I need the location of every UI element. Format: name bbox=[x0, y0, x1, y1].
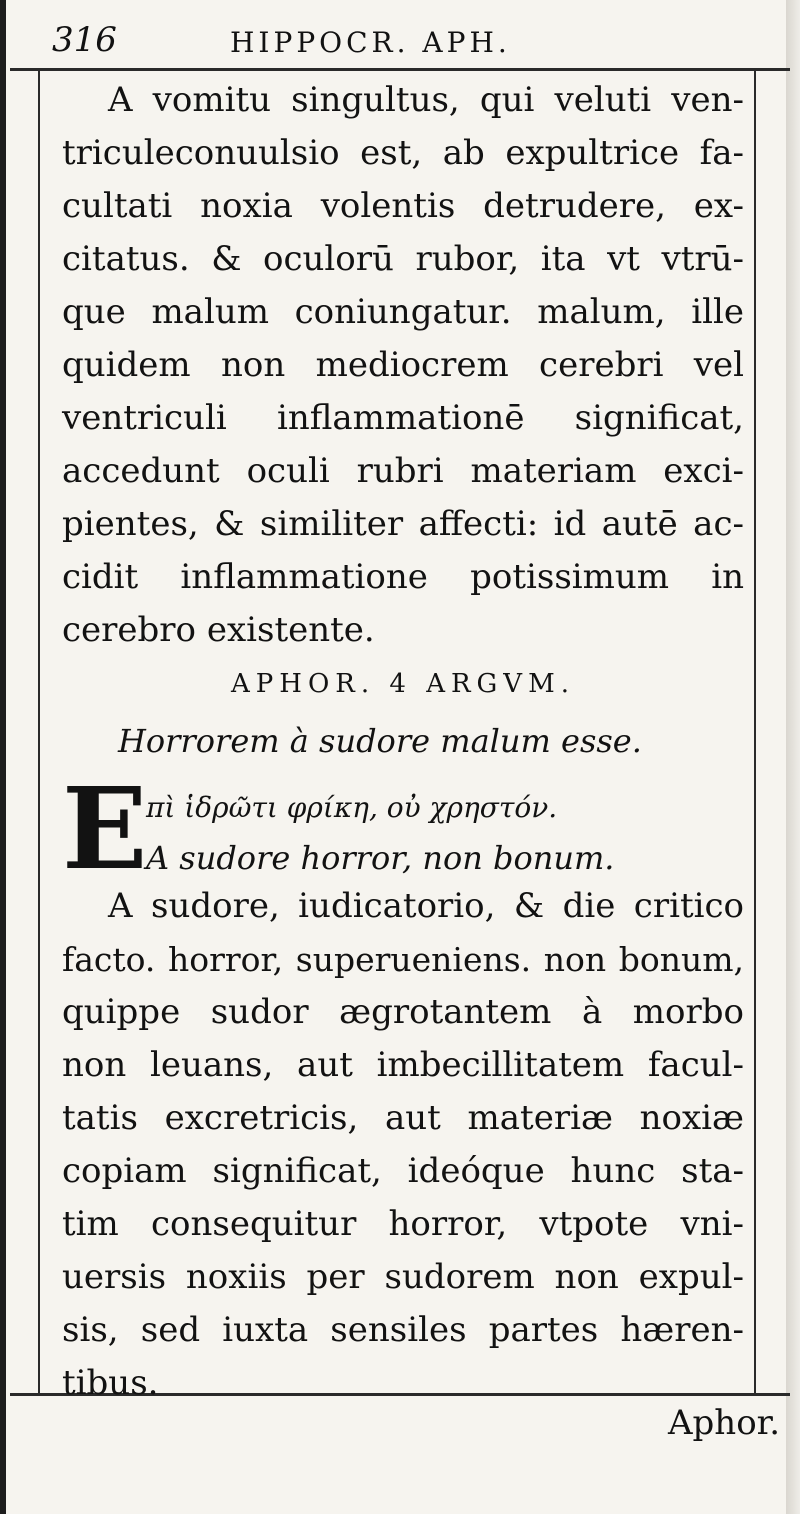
text-line: cidit inflammatione potissimum in bbox=[62, 557, 744, 597]
text-line: citatus. & oculorū rubor, ita vt vtrū- bbox=[62, 239, 744, 279]
text-line: uersis noxiis per sudorem non expul- bbox=[62, 1257, 744, 1297]
text-line: sis, sed iuxta sensiles partes hæren- bbox=[62, 1310, 744, 1350]
text-line: A vomitu singultus, qui veluti ven- bbox=[108, 80, 744, 120]
text-line: quidem non mediocrem cerebri vel bbox=[62, 345, 744, 385]
running-head: HIPPOCR. APH. bbox=[230, 26, 511, 59]
text-line: copiam significat, ideóque hunc sta- bbox=[62, 1151, 744, 1191]
text-line: pientes, & similiter affecti: id autē ac- bbox=[62, 504, 744, 544]
commentary-paragraph-1 bbox=[62, 74, 744, 657]
text-line: facto. horror, superueniens. non bonum, bbox=[62, 940, 744, 979]
greek-aphorism: πὶ ἱδρῶτι φρίκη, οὐ χρηστόν. bbox=[146, 791, 558, 824]
text-line: cultati noxia volentis detrudere, ex- bbox=[62, 186, 744, 226]
text-line: tim consequitur horror, vtpote vni- bbox=[62, 1204, 744, 1244]
text-line: que malum coniungatur. malum, ille bbox=[62, 292, 744, 332]
commentary-paragraph-2 bbox=[62, 880, 744, 1410]
text-line: cerebro existente. bbox=[62, 610, 375, 650]
text-line: tibus. bbox=[62, 1363, 159, 1403]
page-gutter-shadow bbox=[0, 0, 6, 1514]
page-edge bbox=[786, 0, 800, 1514]
drop-cap: E bbox=[62, 764, 148, 895]
page-number: 316 bbox=[52, 20, 117, 60]
latin-aphorism: A sudore horror, non bonum. bbox=[146, 839, 615, 877]
text-line: quippe sudor ægrotantem à morbo bbox=[62, 992, 744, 1032]
text-line: ventriculi inflammationē significat, bbox=[62, 398, 744, 438]
aphorism-argument: Horrorem à sudore malum esse. bbox=[118, 722, 642, 760]
text-line: non leuans, aut imbecillitatem facul- bbox=[62, 1045, 744, 1085]
text-line: tatis excretricis, aut materiæ noxiæ bbox=[62, 1098, 744, 1138]
text-line: A sudore, iudicatorio, & die critico bbox=[108, 886, 744, 926]
aphorism-heading: APHOR. 4 ARGVM. bbox=[231, 669, 575, 699]
left-rule bbox=[38, 68, 40, 1396]
catchword: Aphor. bbox=[667, 1403, 780, 1443]
page-header bbox=[40, 14, 760, 64]
right-rule bbox=[754, 68, 756, 1396]
top-rule bbox=[10, 68, 790, 71]
text-line: triculeconuulsio est, ab expultrice fa- bbox=[62, 133, 744, 173]
text-line: accedunt oculi rubri materiam exci- bbox=[62, 451, 744, 491]
